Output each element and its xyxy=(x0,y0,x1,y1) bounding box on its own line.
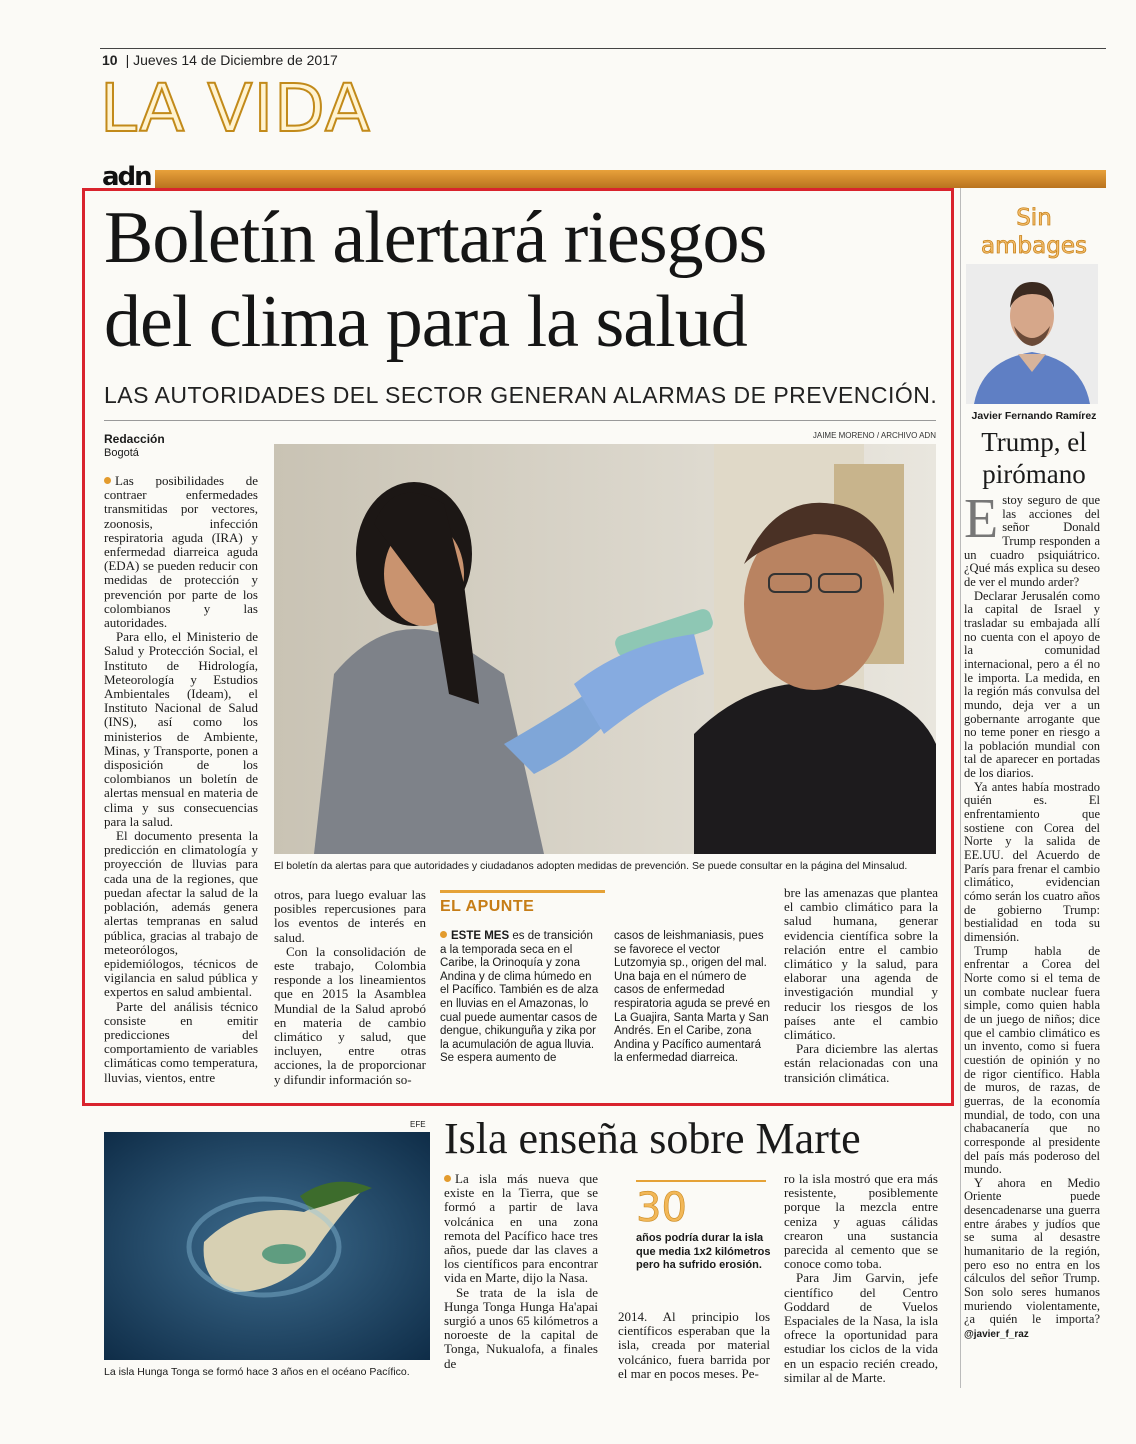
opinion-body xyxy=(964,488,1100,1342)
column-kicker xyxy=(964,204,1104,260)
stat-rule xyxy=(636,1180,766,1182)
paragraph: Se trata de la isla de Hunga Tonga Hunga Ha'apai surgió a unos 65 kilómetros a noroeste de la capital de Tonga, Nukualofa, a finales de xyxy=(444,1284,598,1371)
apunte-column-2: casos de leishmaniasis, pues se favorece el vector Lutzomyia sp., origen del mal. Una baja en el número de casos de enfermedad respiratoria aguda se prevé en La Guajira, Santa Marta y San Andrés. En el Caribe, zona Andina y Pacífico aumentará la enfermedad diarreica. xyxy=(614,930,770,1065)
photo-caption: El boletín da alertas para que autoridades y ciudadanos adopten medidas de prevención. Se puede consultar en la página del Minsalud. xyxy=(274,860,908,872)
header-rule xyxy=(100,48,1106,49)
page-number: 10 xyxy=(102,52,118,68)
author-portrait xyxy=(966,264,1098,404)
photo-credit: JAIME MORENO / ARCHIVO ADN xyxy=(812,431,936,440)
isla-photo-credit: EFE xyxy=(410,1120,426,1129)
section-bar xyxy=(155,170,1106,188)
brand-logo: adn xyxy=(102,162,151,192)
apunte-text: es de transición a la temporada seca en el Caribe, la Orinoquía y zona Andina y de clima húmedo en el Pacífico. También es de alza en lluvias en el Amazonas, lo cual puede aumentar casos de dengue, chikunguña y zika por la acumulación de agua lluvia. Se espera aumento de xyxy=(440,930,599,1065)
author-handle: @javier_f_raz xyxy=(964,1329,1029,1341)
headline-line-1: Boletín alertará riesgos xyxy=(104,197,767,279)
apunte-column-1 xyxy=(440,930,602,1066)
kicker-line-2: ambages xyxy=(981,233,1087,259)
paragraph: Con la consolidación de este trabajo, Colombia responde a los lineamientos que en 2015 la Asamblea Mundial de la Salud aprobó en materia de cambio climático y salud, que incluyen, entre otras acciones, la de proporcionar y difundir información so- xyxy=(274,943,426,1087)
isla-column-1 xyxy=(444,1172,598,1371)
paragraph: Y ahora en Medio Oriente puede desencadenarse una guerra entre árabes y judíos que se suma al desastre humanitario de la región, pero eso no entra en los cálculos del señor Trump. Son solo seres humanos muriendo violentamente, ¿a quién le importa? @javier_f_raz xyxy=(964,1175,1100,1341)
paragraph: Para ello, el Ministerio de Salud y Protección Social, el Instituto de Hidrología, Meteorología y Estudios Ambientales (Ideam), el Instituto Nacional de Salud (INS), así como los ministerios de Ambiente, Minas, y Transporte, ponen a disposición de los colombianos un boletín de alertas mensual en materia de clima y sus consecuencias para la salud. xyxy=(104,629,258,829)
paragraph: Para Jim Garvin, jefe científico del Centro Goddard de Vuelos Espaciales de la Nasa, la isla ofrece la oportunidad para estudiar los ciclos de la vida en un espacio recién creado, similar al de Marte. xyxy=(784,1270,938,1385)
sidebar-rule xyxy=(960,188,961,1388)
paragraph: Para diciembre las alertas están relacionadas con una transición climática. xyxy=(784,1041,938,1085)
paragraph: Trump habla de enfrentar a Corea del Norte como si el tema de un combate nuclear fuera simple, como quien habla de un juego de niños; dice que el cambio climático es un invento, como si fuera cuestión de opinión y no de rigor científico. Habla de muros, de razas, de guerras, de la economía mundial, de todo, con una chabacanería que no corresponde al presidente del país más poderoso del mundo. xyxy=(964,943,1100,1177)
paragraph: El documento presenta la predicción en climatología y proyección de lluvias para cada una de la regiones, que puedan afectar la salud de la población, además genera alertas tempranas en salud pública, gracias al trabajo de meteorólogos, epidemiólogos, técnicos de vigilancia en salud pública y expertos en salud ambiental. xyxy=(104,828,258,1000)
column-title xyxy=(964,426,1104,490)
byline-rule xyxy=(104,420,936,421)
byline-name: Redacción xyxy=(104,432,165,446)
paragraph: Declarar Jerusalén como la capital de Israel y trasladar su embajada allí no cuenta con el apoyo de la comunidad internacional, pero a él no le importa. La medida, en la región más convulsa del mundo, deja ver a un gobernante arrogante que no teme poner en riesgo a la población mundial con tal de aparecer en portadas de los diarios. xyxy=(964,588,1100,781)
column-title-line-2: pirómano xyxy=(982,459,1086,489)
bullet-dot-icon xyxy=(104,477,111,484)
paragraph: 2014. Al principio los científicos esperaban que la isla, creada por material volcánico, fuera barrida por el mar en pocos meses. Pe- xyxy=(618,1309,770,1381)
paragraph: Las posibilidades de contraer enfermedades transmitidas por vectores, zoonosis, infección respiratoria aguda (IRA) y enfermedad diarreica aguda (EDA) se pueden reducir con medidas de protección y prevención por parte de los colombianos y las autoridades. xyxy=(104,473,258,631)
isla-satellite-photo xyxy=(104,1132,430,1360)
apunte-rule xyxy=(440,890,605,893)
paragraph: Ya antes había mostrado quién es. El enfrentamiento que sostiene con Corea del Norte y la salida de EE.UU. del Acuerdo de París para frenar el cambio climático, evidencian cómo serán los cuatro años de gobierno Trump: bestialidad en toda su dimensión. xyxy=(964,779,1100,944)
stat-number: 30 xyxy=(636,1185,687,1231)
article-column-2 xyxy=(274,888,426,1087)
article-column-1 xyxy=(104,474,258,1085)
isla-caption: La isla Hunga Tonga se formó hace 3 años en el océano Pacífico. xyxy=(104,1366,410,1378)
kicker-line-1: Sin xyxy=(1016,205,1052,231)
article-photo xyxy=(274,444,936,854)
isla-column-3 xyxy=(784,1172,938,1385)
apunte-lead: ESTE MES xyxy=(451,930,510,942)
paragraph: La isla más nueva que existe en la Tierra, que se formó a partir de lava volcánica en una zona remota del Pacífico hace tres años, puede dar las claves a los científicos para encontrar vida en Marte, dijo la Nasa. xyxy=(444,1171,598,1286)
headline-line-2: del clima para la salud xyxy=(104,281,747,363)
isla-headline: Isla enseña sobre Marte xyxy=(444,1114,861,1163)
paragraph: bre las amenazas que plantea el cambio climático para la salud humana, generar evidencia científica sobre la relación entre el cambio climático y la salud, para elaborar una agenda de investigación mundial y reducir los riesgos de los países ante el cambio climático. xyxy=(784,885,938,1043)
bullet-dot-icon xyxy=(440,931,447,938)
isla-column-2 xyxy=(618,1310,770,1381)
paragraph: Parte del análisis técnico consiste en emitir predicciones del comportamiento de variables climáticas como temperatura, lluvias, vientos, entre xyxy=(104,998,258,1085)
drop-cap: E xyxy=(964,488,999,550)
column-title-line-1: Trump, el xyxy=(981,427,1087,457)
section-title: LA VIDA xyxy=(100,70,371,147)
author-name: Javier Fernando Ramírez xyxy=(971,410,1097,422)
article-column-4 xyxy=(784,886,938,1085)
byline-place: Bogotá xyxy=(104,447,139,459)
paragraph: Estoy seguro de que las acciones del señor Donald Trump responden a un cuadro psiquiátrico. ¿Qué más explica su deseo de ver el mundo arder? xyxy=(964,488,1100,589)
issue-date: Jueves 14 de Diciembre de 2017 xyxy=(133,52,338,68)
apunte-title: EL APUNTE xyxy=(440,898,535,915)
subheadline: LAS AUTORIDADES DEL SECTOR GENERAN ALARMAS DE PREVENCIÓN. xyxy=(104,382,938,408)
paragraph: otros, para luego evaluar las posibles repercusiones para los eventos de interés en salud. xyxy=(274,887,426,945)
paragraph: ro la isla mostró que era más resistente, posiblemente porque la mezcla entre ceniza y aguas cálidas crearon una sustancia parecida al cemento que se conoce como toba. xyxy=(784,1171,938,1272)
bullet-dot-icon xyxy=(444,1175,451,1182)
headline xyxy=(104,196,944,364)
stat-text: años podría durar la isla que media 1x2 kilómetros pero ha sufrido erosión. xyxy=(636,1232,771,1271)
page-header: 10 | Jueves 14 de Diciembre de 2017 xyxy=(102,52,338,68)
byline xyxy=(104,433,165,460)
